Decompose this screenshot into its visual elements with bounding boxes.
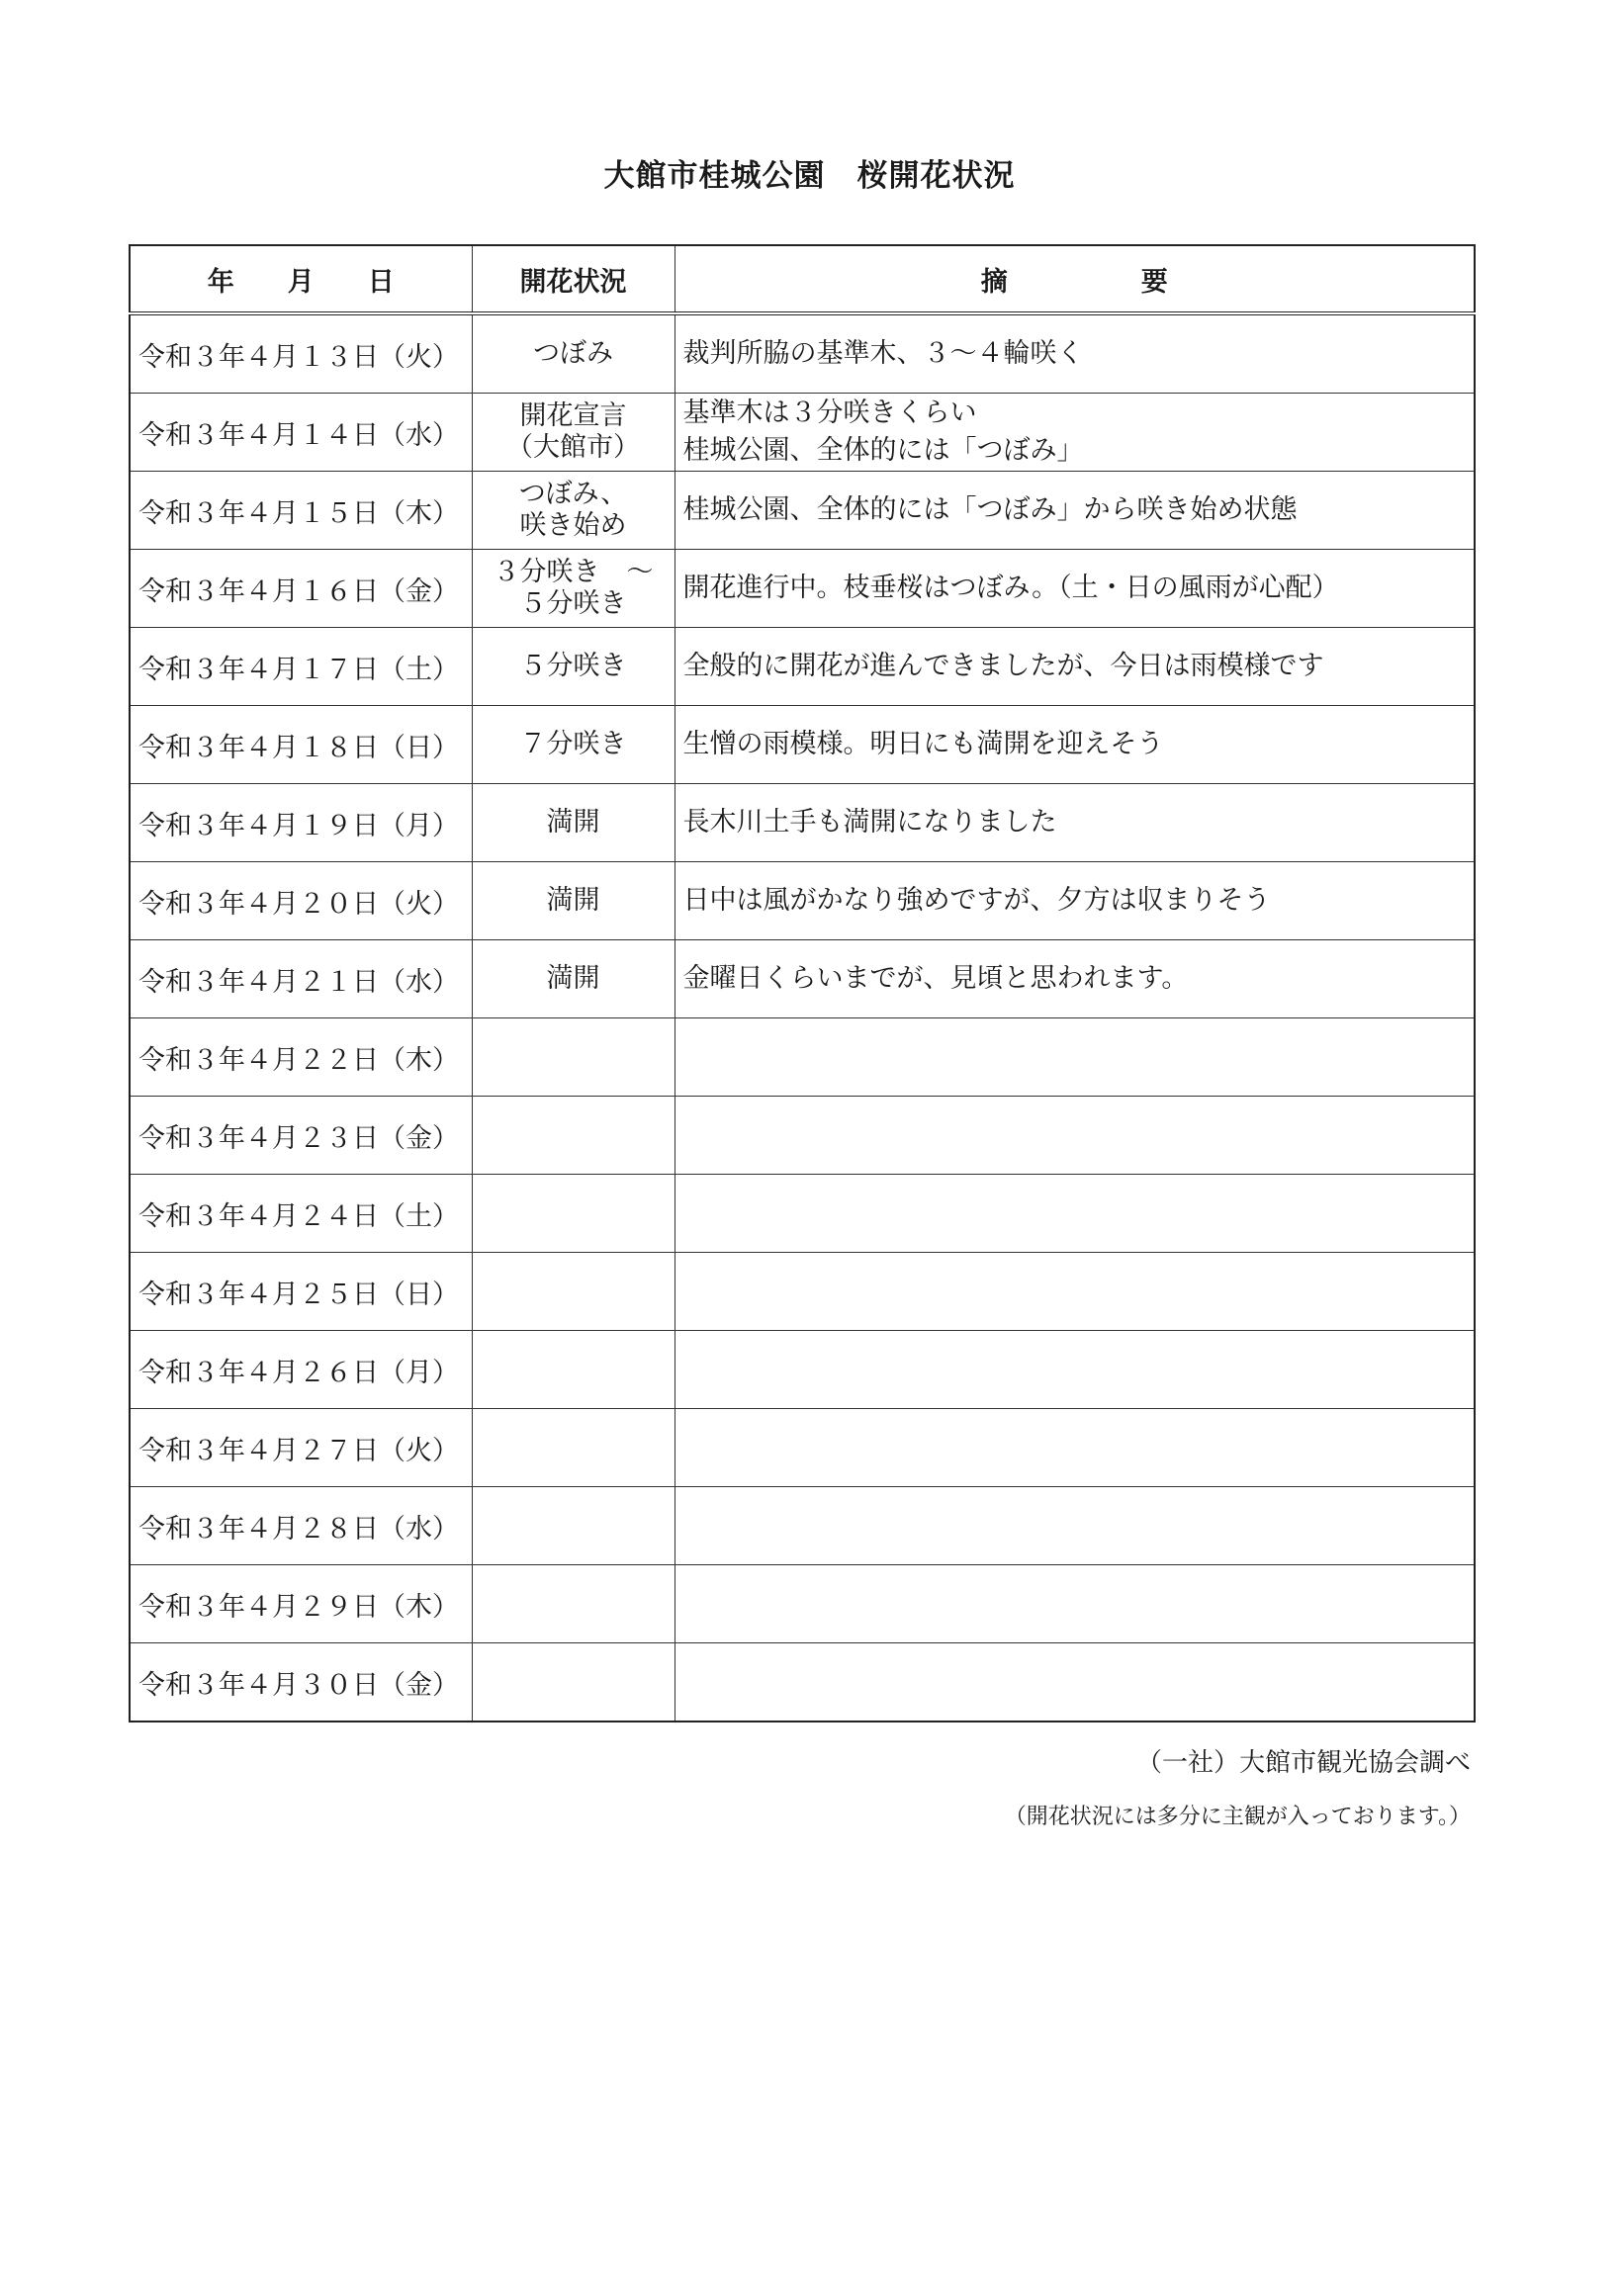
status-cell <box>472 550 675 628</box>
status-cell <box>472 394 675 472</box>
summary-cell <box>675 1018 1475 1097</box>
summary-cell <box>675 394 1475 472</box>
status-line: ７分咲き <box>519 729 627 759</box>
summary-cell <box>675 1097 1475 1175</box>
table-row <box>130 1331 1475 1409</box>
table-row <box>130 1565 1475 1643</box>
status-cell <box>472 1409 675 1487</box>
status-line: （大館市） <box>506 432 640 463</box>
table-row <box>130 1253 1475 1331</box>
table-row <box>130 313 1475 394</box>
table-row <box>130 394 1475 472</box>
table-row <box>130 1409 1475 1487</box>
status-cell <box>472 784 675 862</box>
status-cell <box>472 1487 675 1565</box>
table-row <box>130 472 1475 550</box>
summary-line: 金曜日くらいまでが、見頃と思われます。 <box>682 963 1189 994</box>
summary-cell <box>675 1175 1475 1253</box>
status-line: 満開 <box>546 807 600 838</box>
summary-cell <box>675 862 1475 940</box>
status-cell <box>472 940 675 1018</box>
page-title: 大館市桂城公園 桜開花状況 <box>603 158 1016 194</box>
summary-cell <box>675 706 1475 784</box>
date-cell: 令和３年４月２０日（火） <box>130 862 472 940</box>
date-cell: 令和３年４月２８日（水） <box>130 1487 472 1565</box>
table-row <box>130 1487 1475 1565</box>
date-cell: 令和３年４月２７日（火） <box>130 1409 472 1487</box>
date-cell: 令和３年４月２６日（月） <box>130 1331 472 1409</box>
table-row <box>130 1643 1475 1722</box>
summary-cell <box>675 313 1475 394</box>
table-row <box>130 862 1475 940</box>
status-cell <box>472 706 675 784</box>
summary-cell <box>675 1409 1475 1487</box>
summary-cell <box>675 940 1475 1018</box>
bloom-status-table <box>129 244 1476 1722</box>
table-row <box>130 940 1475 1018</box>
status-line: ５分咲き <box>519 651 627 681</box>
summary-line: 日中は風がかなり強めですが、夕方は収まりそう <box>682 885 1271 916</box>
status-cell <box>472 313 675 394</box>
date-cell: 令和３年４月１６日（金） <box>130 550 472 628</box>
summary-cell <box>675 1331 1475 1409</box>
status-cell <box>472 1565 675 1643</box>
summary-line: 桂城公園、全体的には「つぼみ」から咲き始め状態 <box>682 494 1298 525</box>
summary-cell <box>675 784 1475 862</box>
status-cell <box>472 1331 675 1409</box>
table-row <box>130 1018 1475 1097</box>
status-cell <box>472 472 675 550</box>
status-cell <box>472 1018 675 1097</box>
status-cell <box>472 1643 675 1722</box>
date-cell: 令和３年４月１８日（日） <box>130 706 472 784</box>
header-summary: 摘 要 <box>675 245 1475 313</box>
status-cell <box>472 1175 675 1253</box>
disclaimer-note: （開花状況には多分に主観が入っております。） <box>1004 1805 1471 1829</box>
status-line: 開花宣言 <box>519 400 627 431</box>
date-cell: 令和３年４月２３日（金） <box>130 1097 472 1175</box>
summary-cell <box>675 1487 1475 1565</box>
status-line: ５分咲き <box>519 588 627 619</box>
date-cell: 令和３年４月１５日（木） <box>130 472 472 550</box>
summary-line: 裁判所脇の基準木、３～４輪咲く <box>682 338 1084 369</box>
table-row <box>130 628 1475 706</box>
status-line: 咲き始め <box>519 510 627 541</box>
date-cell: 令和３年４月３０日（金） <box>130 1643 472 1722</box>
summary-cell <box>675 1643 1475 1722</box>
summary-line: 基準木は３分咲きくらい <box>682 397 977 428</box>
summary-cell <box>675 550 1475 628</box>
status-line: ３分咲き ～ <box>493 557 654 587</box>
summary-cell <box>675 472 1475 550</box>
table-body <box>130 313 1475 1722</box>
date-cell: 令和３年４月２５日（日） <box>130 1253 472 1331</box>
table-row <box>130 1097 1475 1175</box>
date-cell: 令和３年４月１７日（土） <box>130 628 472 706</box>
summary-line: 長木川土手も満開になりました <box>682 807 1057 838</box>
status-cell <box>472 628 675 706</box>
header-status: 開花状況 <box>472 245 675 313</box>
date-cell: 令和３年４月２２日（木） <box>130 1018 472 1097</box>
source-note: （一社）大館市観光協会調べ <box>1135 1748 1471 1778</box>
status-line: 満開 <box>546 963 600 994</box>
summary-line: 桂城公園、全体的には「つぼみ」 <box>682 435 1084 466</box>
summary-cell <box>675 1565 1475 1643</box>
table-row <box>130 706 1475 784</box>
summary-line: 開花進行中。枝垂桜はつぼみ。（土・日の風雨が心配） <box>682 573 1339 603</box>
table-row <box>130 784 1475 862</box>
header-date: 年 月 日 <box>130 245 472 313</box>
status-line: つぼみ <box>533 338 613 369</box>
status-cell <box>472 1097 675 1175</box>
date-cell: 令和３年４月１９日（月） <box>130 784 472 862</box>
status-line: つぼみ、 <box>518 479 628 509</box>
date-cell: 令和３年４月１３日（火） <box>130 313 472 394</box>
summary-line: 生憎の雨模様。明日にも満開を迎えそう <box>682 729 1164 759</box>
summary-line: 全般的に開花が進んできましたが、今日は雨模様です <box>682 651 1324 681</box>
date-cell: 令和３年４月２４日（土） <box>130 1175 472 1253</box>
date-cell: 令和３年４月１４日（水） <box>130 394 472 472</box>
status-cell <box>472 862 675 940</box>
date-cell: 令和３年４月２１日（水） <box>130 940 472 1018</box>
date-cell: 令和３年４月２９日（木） <box>130 1565 472 1643</box>
table-row <box>130 550 1475 628</box>
table-header-row <box>130 245 1475 313</box>
status-cell <box>472 1253 675 1331</box>
table-row <box>130 1175 1475 1253</box>
status-line: 満開 <box>546 885 600 916</box>
summary-cell <box>675 628 1475 706</box>
summary-cell <box>675 1253 1475 1331</box>
